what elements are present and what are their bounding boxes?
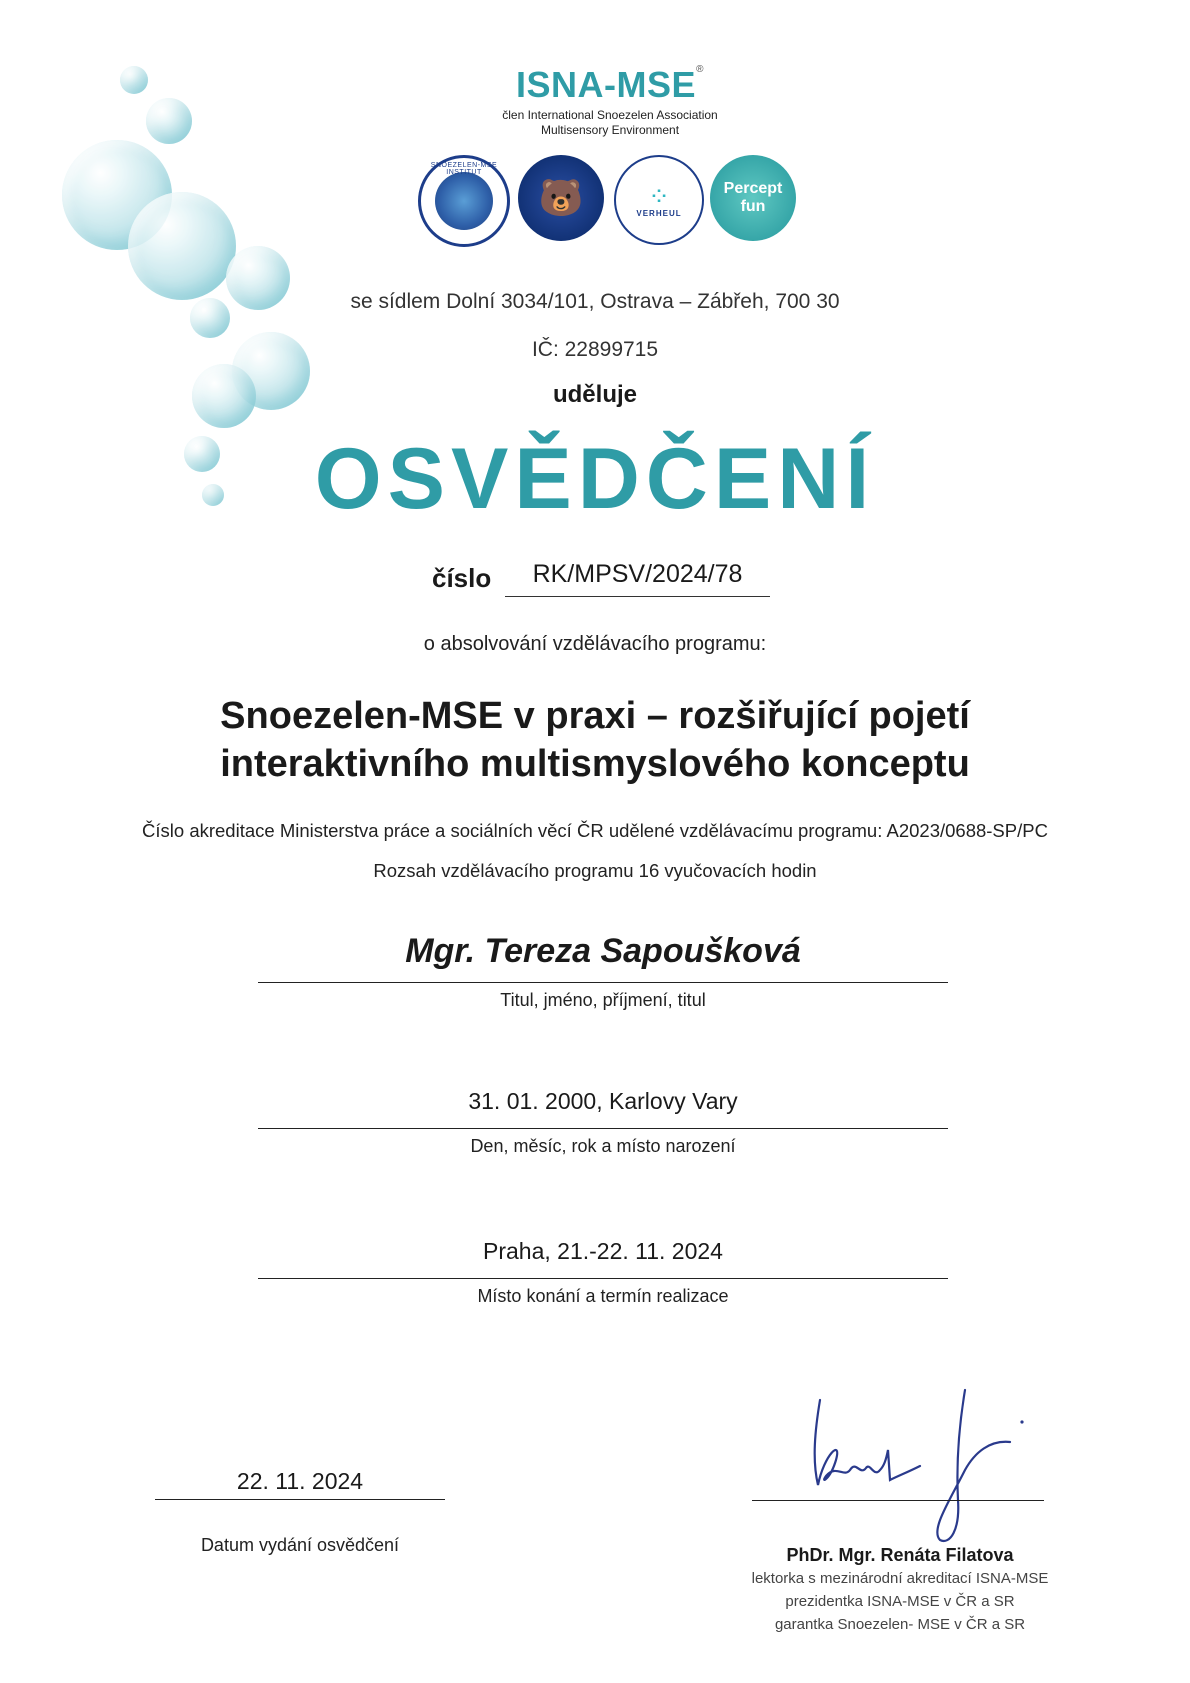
verheul-logo: ⁘ VERHEUL: [614, 155, 704, 245]
grants-label: uděluje: [552, 381, 637, 408]
issue-date-caption: Datum vydání osvědčení: [200, 1535, 400, 1555]
birth-info: 31. 01. 2000, Karlovy Vary: [468, 1088, 738, 1114]
venue-info: Praha, 21.-22. 11. 2024: [483, 1238, 723, 1264]
perceptfun-logo: Percept fun: [710, 155, 796, 241]
brand-subtitle: člen International Snoezelen Association Multisensory Environment: [502, 108, 718, 137]
venue-underline: [258, 1278, 948, 1279]
number-label: číslo: [432, 563, 492, 593]
program-title: Snoezelen-MSE v praxi – rozšiřující pojetí interaktivního multismyslového konceptu: [220, 695, 970, 785]
polar-bear-logo: [518, 155, 604, 241]
certificate-title: OSVĚDČENÍ: [314, 431, 876, 527]
snoezelen-mse-institut-seal: SNOEZELEN-MSE INSTITUT: [418, 155, 510, 247]
polar-bear-icon: 🐻: [538, 177, 584, 218]
accreditation-text: Číslo akreditace Ministerstva práce a sociálních věcí ČR udělené vzdělávacímu programu: A2023/0688-SP/PC: [142, 820, 1048, 841]
name-underline: [258, 982, 948, 983]
signer-role-1: lektorka s mezinárodní akreditací ISNA-MSE: [751, 1570, 1049, 1587]
recipient-name: Mgr. Tereza Sapoušková: [405, 932, 801, 970]
scope-text: Rozsah vzdělávacího programu 16 vyučovacích hodin: [373, 860, 817, 881]
signature: [790, 1380, 1050, 1550]
issue-date-underline: [155, 1499, 445, 1500]
venue-caption: Místo konání a termín realizace: [477, 1286, 729, 1306]
signer-role-2: prezidentka ISNA-MSE v ČR a SR: [785, 1593, 1015, 1610]
issuer-seat: se sídlem Dolní 3034/101, Ostrava – Zábřeh, 700 30: [350, 290, 840, 313]
signer-role-3: garantka Snoezelen- MSE v ČR a SR: [774, 1616, 1026, 1633]
birth-caption: Den, měsíc, rok a místo narození: [470, 1136, 736, 1156]
birth-underline: [258, 1128, 948, 1129]
certificate-number: RK/MPSV/2024/78: [532, 560, 743, 588]
signature-line: [752, 1500, 1044, 1501]
issue-date: 22. 11. 2024: [236, 1468, 364, 1494]
signer-name: PhDr. Mgr. Renáta Filatova: [786, 1545, 1014, 1565]
number-underline: [505, 596, 770, 597]
issuer-ico: IČ: 22899715: [531, 338, 659, 361]
brand-title: ISNA-MSE®: [516, 64, 704, 105]
completion-text: o absolvování vzdělávacího programu:: [423, 633, 767, 655]
name-caption: Titul, jméno, příjmení, titul: [500, 990, 706, 1010]
